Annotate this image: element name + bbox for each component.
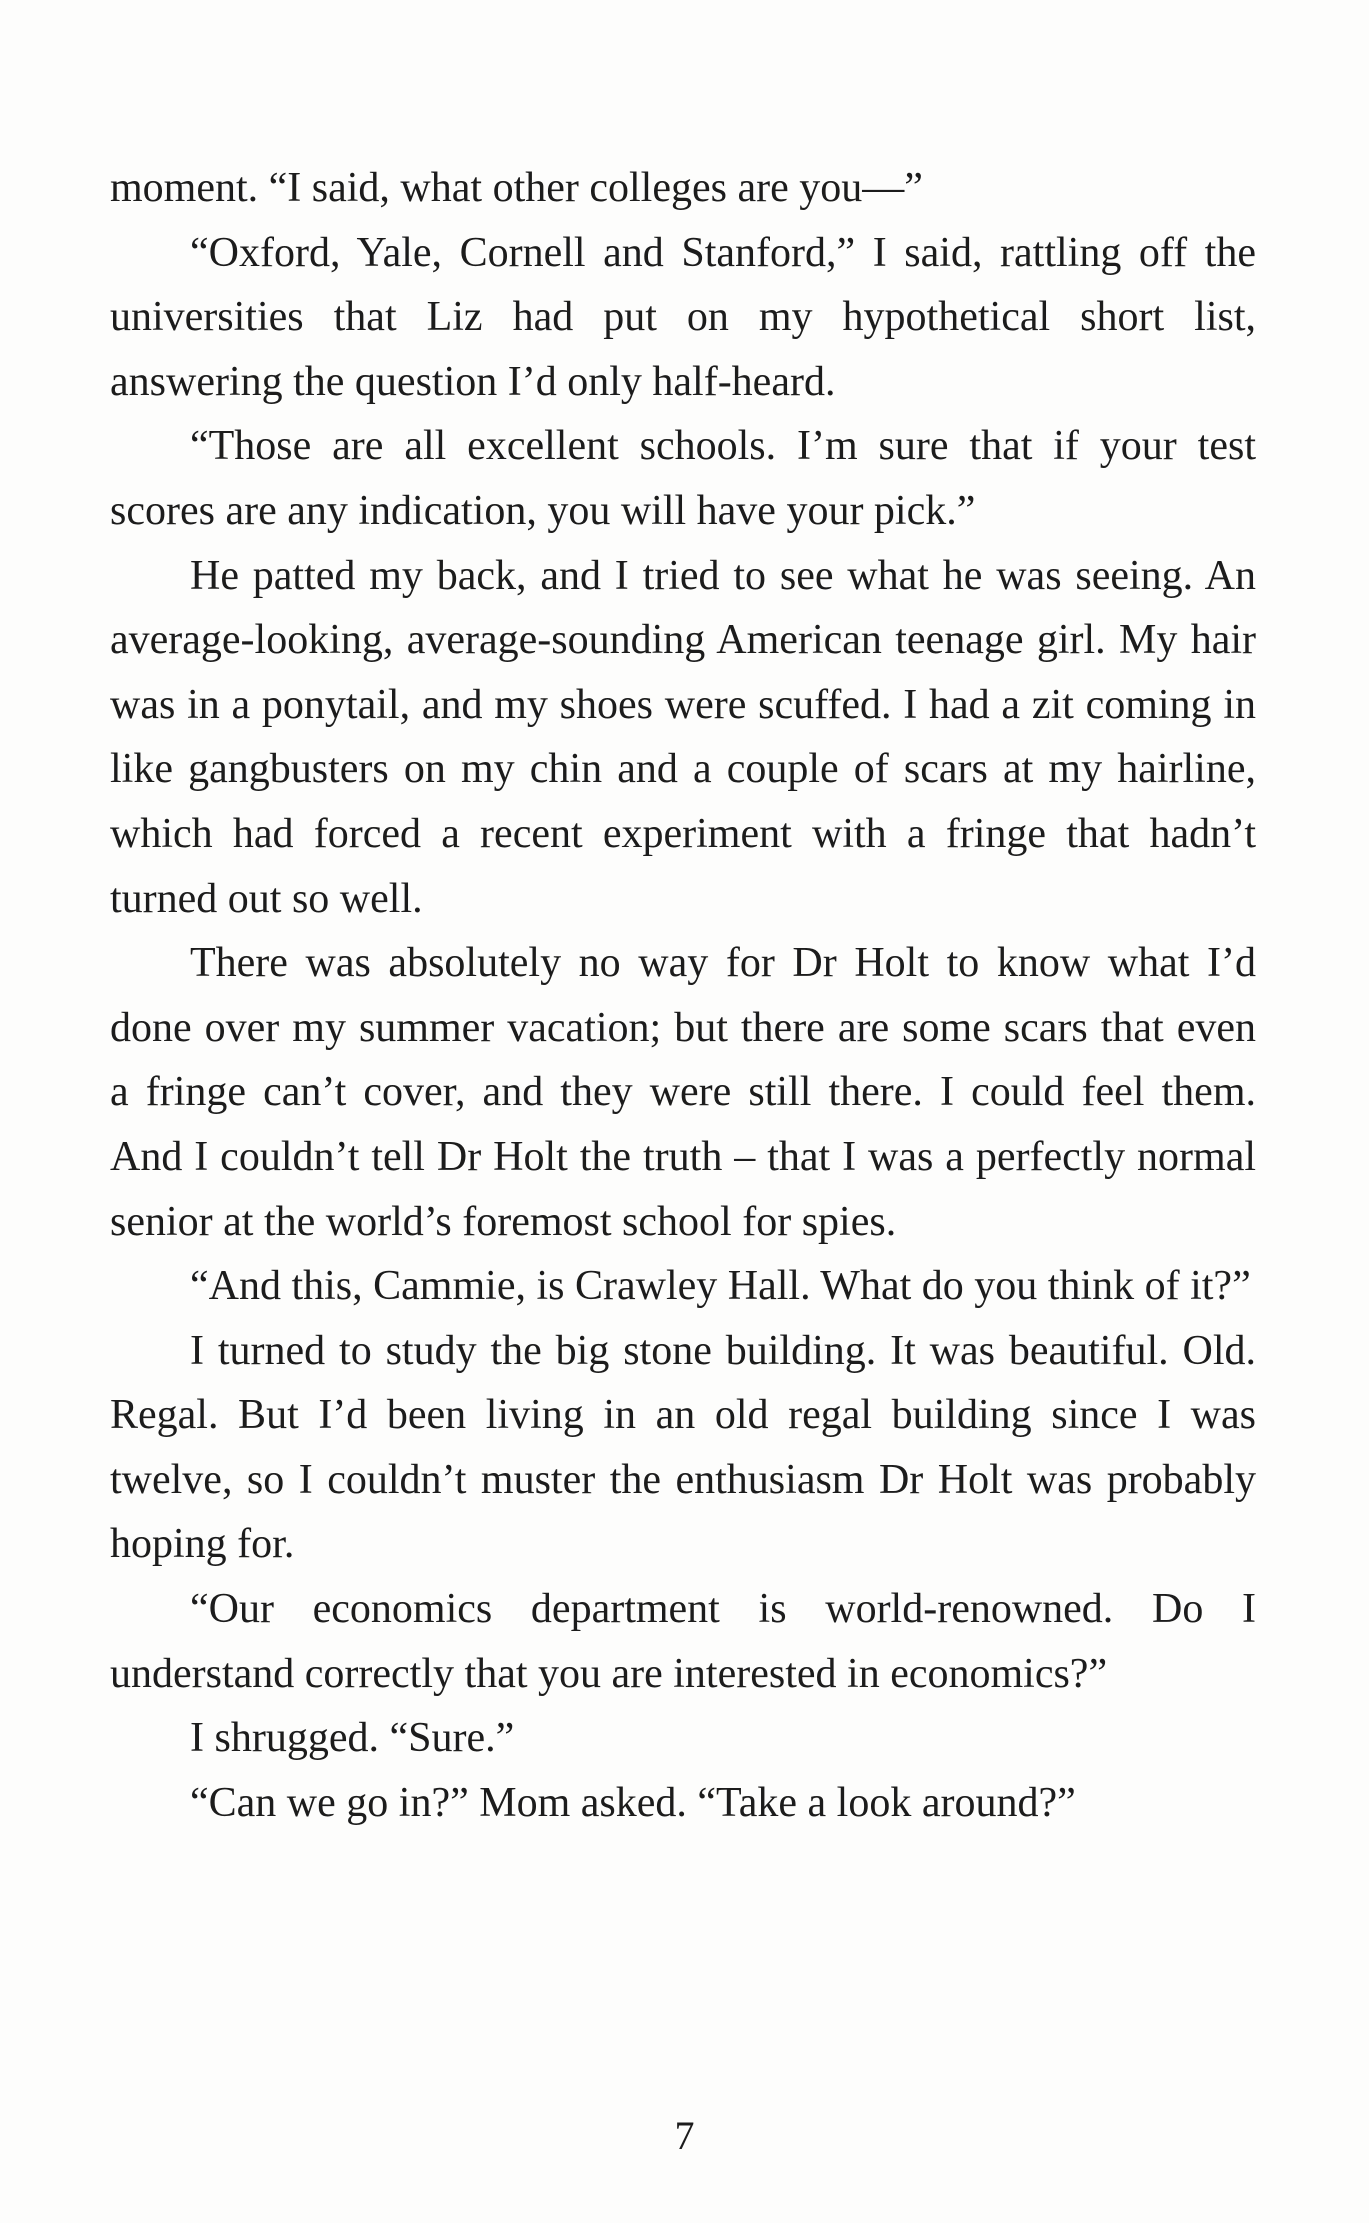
paragraph: “Can we go in?” Mom asked. “Take a look around?” <box>190 1779 1076 1826</box>
paragraph: There was absolutely no way for Dr Holt to know what I’d done over my summer vacation; but there are some scars that even a fringe can’t cover, and they were still there. I could feel them. And I couldn’t tell Dr Holt the truth – that I was a perfectly normal senior at the world’s foremost school for spies. <box>110 940 1256 1245</box>
paragraph: I shrugged. “Sure.” <box>190 1715 515 1762</box>
paragraph: “Oxford, Yale, Cornell and Stanford,” I said, rattling off the universities that Liz had put on my hypothetical short list, answering the question I’d only half-heard. <box>110 229 1256 405</box>
paragraph: “Our economics department is world-renowned. Do I understand correctly that you are interested in economics?” <box>110 1586 1256 1697</box>
page-number: 7 <box>674 2113 695 2158</box>
paragraph: moment. “I said, what other colleges are you—” <box>110 165 923 211</box>
paragraph: He patted my back, and I tried to see what he was seeing. An average-looking, average-sounding American teenage girl. My hair was in a ponytail, and my shoes were scuffed. I had a zit coming in like gangbusters on my chin and a couple of scars at my hairline, which had forced a recent experiment with a fringe that hadn’t turned out so well. <box>110 552 1256 922</box>
body-text <box>110 156 1256 1835</box>
paragraph: “Those are all excellent schools. I’m sure that if your test scores are any indication, you will have your pick.” <box>110 423 1256 534</box>
paragraph: “And this, Cammie, is Crawley Hall. What do you think of it?” <box>190 1263 1251 1310</box>
paragraph: I turned to study the big stone building. It was beautiful. Old. Regal. But I’d been living in an old regal building since I was twelve, so I couldn’t muster the enthusiasm Dr Holt was probably hoping for. <box>110 1327 1256 1568</box>
